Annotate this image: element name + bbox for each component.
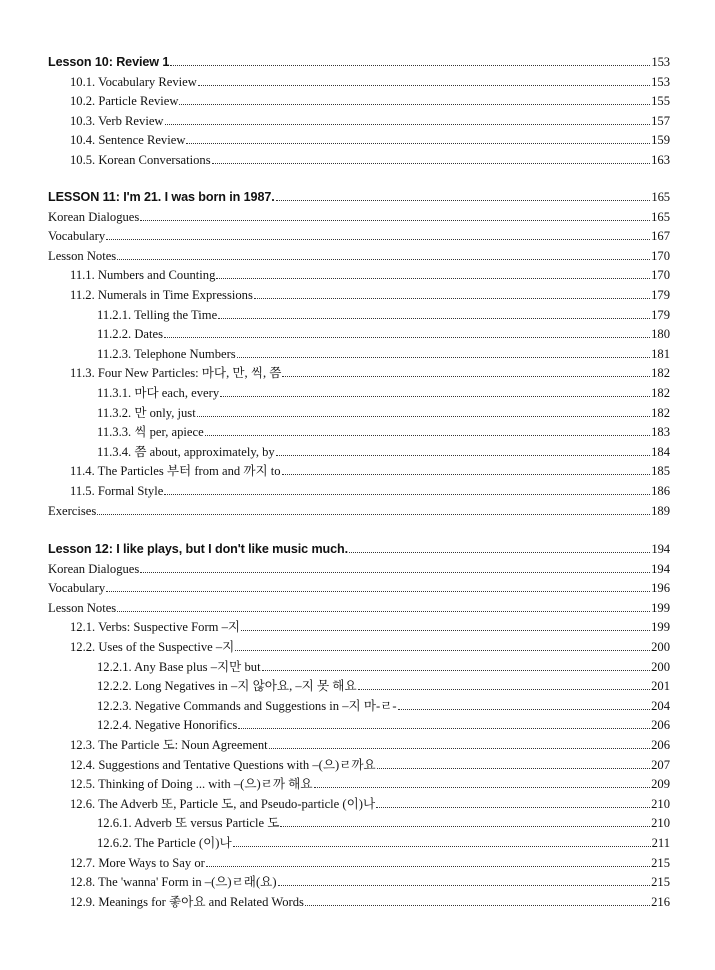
toc-entry[interactable] [70, 792, 670, 812]
lesson-heading[interactable] [48, 50, 670, 70]
dot-leader [233, 846, 651, 847]
page-number: 167 [651, 229, 670, 244]
entry-title: 11.3.1. 마다 each, every [97, 386, 220, 400]
entry-title: 12.6. The Adverb 또, Particle 도, and Pseudo-particle (이)나 [70, 796, 376, 811]
dot-leader [197, 416, 650, 417]
dot-leader [269, 748, 650, 749]
page-number: 209 [651, 777, 670, 792]
dot-leader [276, 455, 650, 456]
entry-title: 12.7. More Ways to Say or [70, 855, 205, 870]
toc-entry[interactable] [70, 615, 670, 635]
dot-leader [278, 885, 651, 886]
page-number: 210 [651, 816, 670, 831]
page-number: 182 [651, 405, 670, 420]
toc-entry[interactable] [70, 635, 670, 655]
page-number: 179 [651, 307, 670, 322]
entry-title: 11.2.3. Telephone Numbers [97, 346, 236, 361]
dot-leader [237, 357, 650, 358]
toc-entry[interactable] [70, 890, 670, 910]
dot-leader [170, 65, 650, 66]
entry-title: 10.3. Verb Review [70, 113, 164, 128]
dot-leader [186, 143, 650, 144]
toc-entry[interactable] [97, 342, 670, 362]
page-number: 215 [651, 855, 670, 870]
toc-entry[interactable] [70, 772, 670, 792]
entry-title: 11.3.2. 만 only, just [97, 405, 196, 420]
dot-leader [282, 474, 651, 475]
lesson-heading[interactable] [48, 537, 670, 557]
toc-entry[interactable] [48, 499, 670, 519]
toc-entry[interactable] [70, 753, 670, 773]
dot-leader [164, 494, 650, 495]
dot-leader [212, 163, 651, 164]
toc-entry[interactable] [97, 831, 670, 851]
toc-entry[interactable] [97, 303, 670, 323]
toc-entry[interactable] [97, 713, 670, 733]
page-number: 180 [651, 327, 670, 342]
entry-title: 12.2.3. Negative Commands and Suggestions in –지 마-ㄹ- [97, 698, 397, 713]
page-number: 206 [651, 738, 670, 752]
dot-leader [206, 866, 650, 867]
page-number: 184 [651, 444, 670, 459]
page-number: 199 [651, 620, 670, 635]
toc-entry[interactable] [48, 244, 670, 264]
dot-leader [314, 787, 651, 788]
dot-leader [117, 611, 650, 612]
page-number: 196 [651, 581, 670, 596]
entry-title: 11.3.3. 씩 per, apiece [97, 425, 204, 440]
page-number: 170 [651, 268, 670, 283]
entry-title: 11.2. Numerals in Time Expressions [70, 288, 253, 302]
entry-title: 12.6.2. The Particle (이)나 [97, 836, 232, 850]
entry-title: 12.2.1. Any Base plus –지만 but [97, 659, 261, 674]
dot-leader [220, 396, 650, 397]
toc-entry[interactable] [70, 109, 670, 129]
page-number: 179 [651, 288, 670, 302]
toc-entry[interactable] [48, 596, 670, 616]
page-number: 165 [651, 209, 670, 224]
page-number: 194 [651, 561, 670, 576]
dot-leader [97, 514, 650, 515]
entry-title: 11.1. Numbers and Counting [70, 268, 216, 283]
dot-leader [205, 435, 650, 436]
page-number: 157 [651, 113, 670, 128]
page-number: 182 [651, 386, 670, 400]
toc-entry[interactable] [97, 440, 670, 460]
lesson-title: Lesson 10: Review 1 [48, 55, 170, 69]
entry-title: 12.1. Verbs: Suspective Form –지 [70, 620, 241, 635]
entry-title: Lesson Notes [48, 600, 117, 615]
entry-title: 12.9. Meanings for 좋아요 and Related Words [70, 894, 304, 909]
entry-title: 12.2.2. Long Negatives in –지 않아요, –지 못 해요 [97, 679, 357, 694]
page-number: 201 [651, 679, 670, 694]
entry-title: 11.3. Four New Particles: 마다, 만, 씩, 쯤 [70, 366, 282, 381]
dot-leader [262, 670, 651, 671]
toc-entry[interactable] [48, 224, 670, 244]
entry-title: 12.8. The 'wanna' Form in –(으)ㄹ래(요) [70, 875, 277, 890]
page-number: 204 [651, 698, 670, 713]
dot-leader [117, 259, 650, 260]
entry-title: Korean Dialogues [48, 561, 140, 576]
toc-entry[interactable] [97, 322, 670, 342]
dot-leader [305, 905, 650, 906]
dot-leader [198, 85, 650, 86]
entry-title: 11.3.4. 쯤 about, approximately, by [97, 444, 275, 459]
dot-leader [254, 298, 650, 299]
dot-leader [216, 278, 650, 279]
toc-entry[interactable] [97, 694, 670, 714]
dot-leader [106, 591, 650, 592]
page-number: 210 [651, 796, 670, 811]
entry-title: 10.2. Particle Review [70, 94, 179, 109]
toc-entry[interactable] [70, 70, 670, 90]
page-number: 163 [651, 153, 670, 167]
toc-entry[interactable] [97, 381, 670, 401]
entry-title: 11.5. Formal Style [70, 484, 164, 498]
page-number: 153 [651, 74, 670, 89]
page-number: 200 [651, 659, 670, 674]
entry-title: Vocabulary [48, 229, 106, 244]
page-number: 182 [651, 366, 670, 381]
dot-leader [280, 826, 650, 827]
dot-leader [238, 728, 650, 729]
entry-title: 12.4. Suggestions and Tentative Questions with –(으)ㄹ까요 [70, 757, 376, 772]
dot-leader [377, 768, 650, 769]
lesson-title: LESSON 11: I'm 21. I was born in 1987. [48, 190, 275, 204]
dot-leader [349, 552, 650, 553]
page-number: 183 [651, 425, 670, 440]
entry-title: 10.5. Korean Conversations [70, 153, 211, 167]
toc-entry[interactable] [70, 283, 670, 303]
dot-leader [218, 318, 650, 319]
page-number: 165 [651, 190, 670, 204]
page-number: 153 [651, 55, 670, 69]
toc-entry[interactable] [48, 557, 670, 577]
dot-leader [106, 239, 650, 240]
toc-entry[interactable] [70, 459, 670, 479]
toc-entry[interactable] [97, 811, 670, 831]
dot-leader [164, 337, 650, 338]
page-number: 199 [651, 600, 670, 615]
entry-title: 12.2. Uses of the Suspective –지 [70, 640, 235, 654]
entry-title: Exercises [48, 503, 97, 518]
dot-leader [358, 689, 650, 690]
toc-entry[interactable] [70, 870, 670, 890]
entry-title: Vocabulary [48, 581, 106, 596]
lesson-heading[interactable] [48, 185, 670, 205]
page-number: 189 [651, 503, 670, 518]
entry-title: 10.4. Sentence Review [70, 133, 186, 148]
dot-leader [165, 124, 651, 125]
page-number: 170 [651, 248, 670, 263]
toc-entry[interactable] [48, 205, 670, 225]
page-number: 181 [651, 346, 670, 361]
entry-title: 12.5. Thinking of Doing ... with –(으)ㄹ까 해요 [70, 777, 313, 792]
dot-leader [140, 220, 650, 221]
dot-leader [241, 630, 650, 631]
page-number: 185 [651, 464, 670, 479]
entry-title: 12.2.4. Negative Honorifics [97, 718, 238, 733]
dot-leader [282, 376, 650, 377]
dot-leader [398, 709, 651, 710]
page-number: 186 [651, 484, 670, 498]
entry-title: 12.6.1. Adverb 또 versus Particle 도 [97, 816, 280, 831]
toc-entry[interactable] [97, 655, 670, 675]
entry-title: 11.2.1. Telling the Time [97, 307, 218, 322]
page-number: 215 [651, 875, 670, 890]
page-number: 155 [651, 94, 670, 109]
page-number: 206 [651, 718, 670, 733]
page-number: 207 [651, 757, 670, 772]
entry-title: Korean Dialogues [48, 209, 140, 224]
entry-title: Lesson Notes [48, 248, 117, 263]
toc-entry[interactable] [97, 420, 670, 440]
dot-leader [276, 200, 651, 201]
lesson-title: Lesson 12: I like plays, but I don't like music much. [48, 542, 349, 556]
dot-leader [140, 572, 650, 573]
toc-entry[interactable] [70, 89, 670, 109]
entry-title: 12.3. The Particle 도: Noun Agreement [70, 738, 268, 752]
toc-entry[interactable] [48, 576, 670, 596]
toc-entry[interactable] [97, 674, 670, 694]
entry-title: 11.2.2. Dates [97, 327, 163, 342]
toc-entry[interactable] [70, 263, 670, 283]
page-number: 216 [651, 894, 670, 909]
toc-entry[interactable] [97, 401, 670, 421]
page-number: 200 [651, 640, 670, 654]
toc-entry[interactable] [70, 361, 670, 381]
page-number: 211 [651, 836, 670, 850]
toc-entry[interactable] [70, 148, 670, 168]
entry-title: 11.4. The Particles 부터 from and 까지 to [70, 464, 281, 479]
dot-leader [179, 104, 650, 105]
toc-entry[interactable] [70, 128, 670, 148]
entry-title: 10.1. Vocabulary Review [70, 74, 197, 89]
dot-leader [235, 650, 650, 651]
page-number: 159 [651, 133, 670, 148]
page-number: 194 [651, 542, 670, 556]
toc-entry[interactable] [70, 733, 670, 753]
toc-entry[interactable] [70, 851, 670, 871]
toc-entry[interactable] [70, 479, 670, 499]
dot-leader [376, 807, 650, 808]
